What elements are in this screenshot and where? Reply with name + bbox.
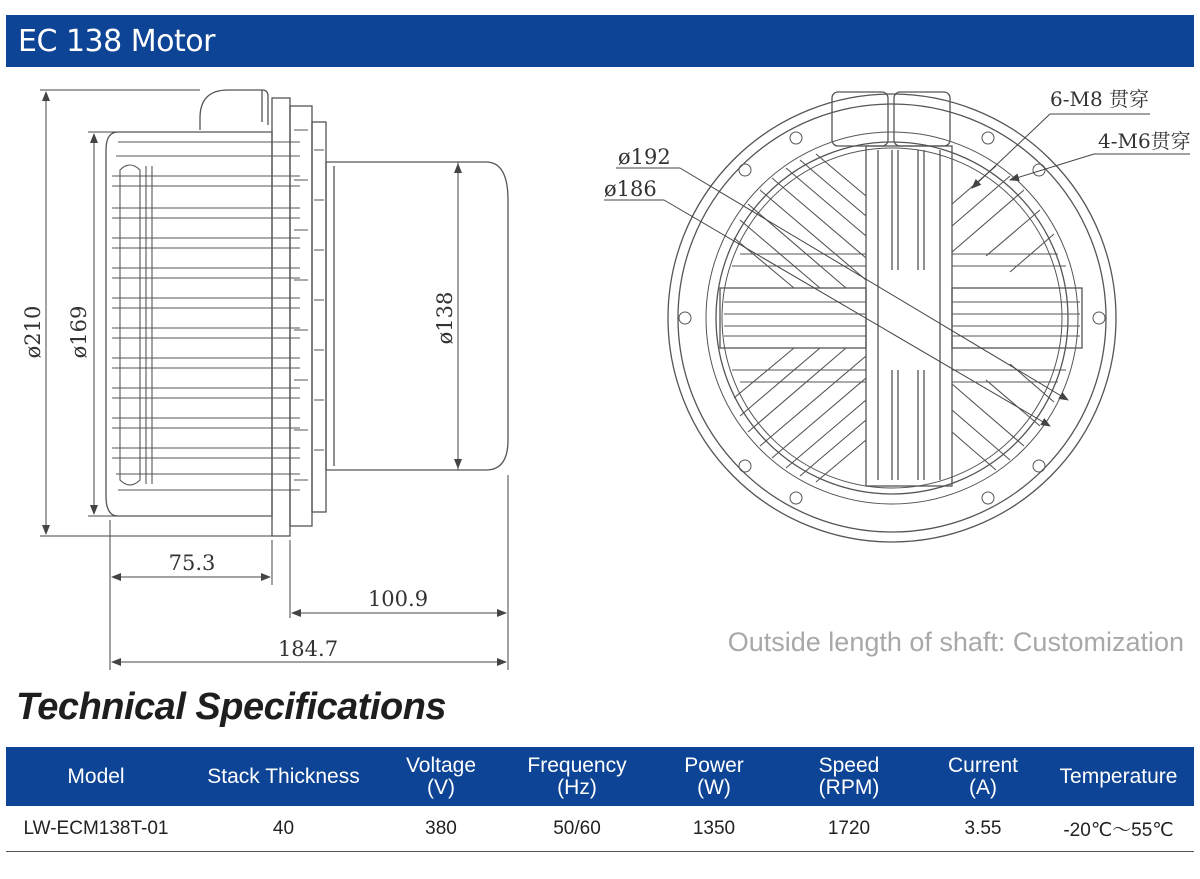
cell-power: 1350	[653, 806, 775, 852]
cell-speed: 1720	[775, 806, 923, 852]
side-dimensions	[40, 90, 508, 670]
cell-voltage: 380	[381, 806, 501, 852]
col-voltage: Voltage (V)	[405, 753, 477, 799]
col-temperature: Temperature	[1059, 764, 1178, 788]
dim-len-100-9: 100.9	[367, 587, 429, 611]
cell-model: LW-ECM138T-01	[6, 806, 186, 852]
col-model: Model	[67, 764, 125, 788]
front-leaders	[604, 114, 1190, 426]
cell-frequency: 50/60	[501, 806, 653, 852]
page-title: EC 138 Motor	[18, 24, 215, 59]
dim-dia-210: ø210	[21, 305, 45, 359]
note-4-m6: 4-M6贯穿	[1098, 129, 1191, 153]
technical-drawing	[0, 70, 1200, 680]
dim-len-184-7: 184.7	[277, 637, 339, 661]
spec-heading: Technical Specifications	[16, 686, 447, 728]
spec-table	[6, 747, 1194, 852]
title-bar	[6, 15, 1194, 67]
cell-temperature: -20℃～55℃	[1043, 806, 1194, 852]
dim-dia-192: ø192	[618, 145, 671, 169]
dim-len-75-3: 75.3	[168, 551, 216, 575]
col-frequency: Frequency (Hz)	[527, 753, 627, 799]
dim-dia-186: ø186	[604, 177, 657, 201]
spec-header-row	[6, 747, 1194, 806]
cell-stack-thickness: 40	[186, 806, 381, 852]
cell-current: 3.55	[923, 806, 1043, 852]
col-power: Power (W)	[684, 753, 744, 799]
dim-dia-138: ø138	[433, 291, 457, 345]
table-row	[6, 806, 1194, 852]
col-stack-thickness: Stack Thickness	[207, 764, 360, 788]
shaft-length-note: Outside length of shaft: Customization	[727, 627, 1184, 657]
col-speed: Speed (RPM)	[818, 753, 880, 799]
front-view	[668, 92, 1116, 542]
col-current: Current (A)	[947, 753, 1019, 799]
note-6-m8: 6-M8 贯穿	[1050, 87, 1150, 111]
dim-dia-169: ø169	[67, 305, 91, 359]
